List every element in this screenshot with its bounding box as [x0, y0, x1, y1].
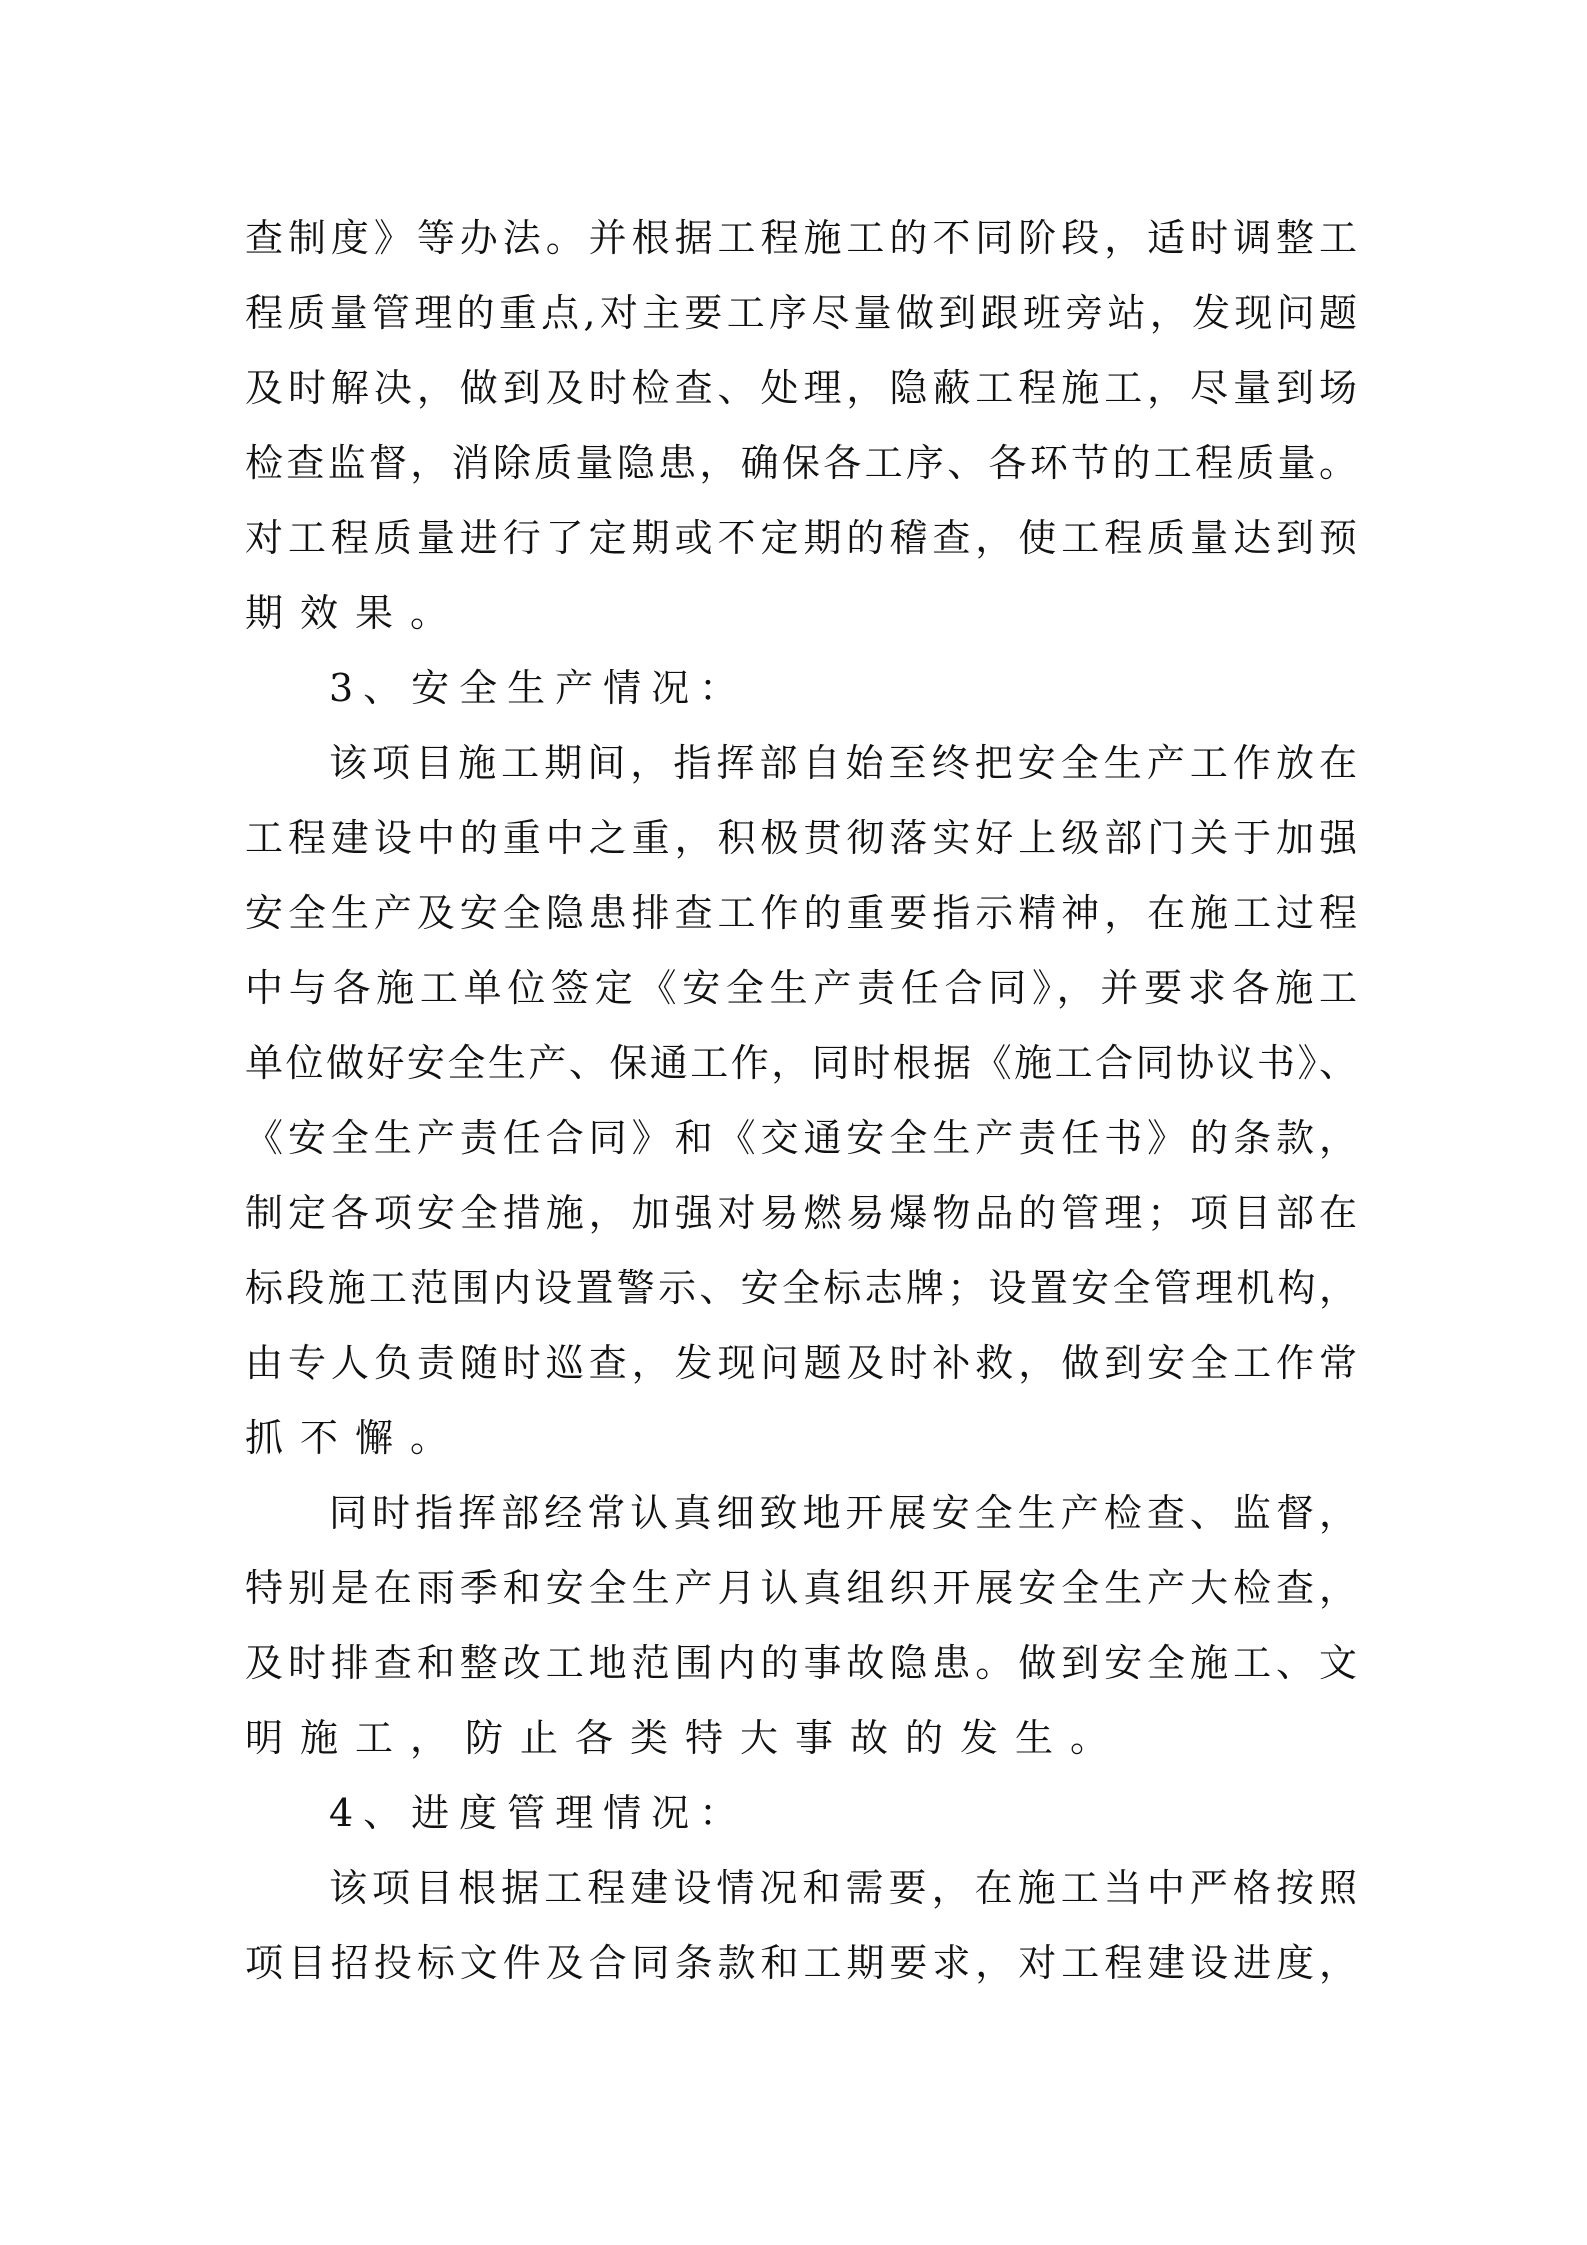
text-line: 工程建设中的重中之重，积极贯彻落实好上级部门关于加强 [245, 816, 1357, 860]
section-heading: 4、进度管理情况： [329, 1791, 748, 1835]
text-line: 同时指挥部经常认真细致地开展安全生产检查、监督， [329, 1491, 1357, 1535]
text-line: 项目招投标文件及合同条款和工期要求，对工程建设进度， [245, 1941, 1357, 1985]
text-line: 抓不懈。 [245, 1416, 466, 1460]
text-line: 及时解决，做到及时检查、处理，隐蔽工程施工，尽量到场 [245, 366, 1357, 410]
text-line: 期效果。 [245, 591, 466, 635]
text-line: 中与各施工单位签定《安全生产责任合同》，并要求各施工 [245, 966, 1357, 1010]
text-line: 明施工，防止各类特大事故的发生。 [245, 1716, 1126, 1760]
text-line: 制定各项安全措施，加强对易燃易爆物品的管理；项目部在 [245, 1191, 1357, 1235]
text-line: 由专人负责随时巡查，发现问题及时补救，做到安全工作常 [245, 1341, 1357, 1385]
text-line: 该项目根据工程建设情况和需要，在施工当中严格按照 [329, 1866, 1357, 1910]
document-page [245, 201, 1357, 2001]
text-line: 该项目施工期间，指挥部自始至终把安全生产工作放在 [329, 741, 1357, 785]
text-line: 单位做好安全生产、保通工作，同时根据《施工合同协议书》、 [245, 1041, 1357, 1085]
text-line: 标段施工范围内设置警示、安全标志牌；设置安全管理机构， [245, 1266, 1357, 1310]
text-line: 检查监督，消除质量隐患，确保各工序、各环节的工程质量。 [245, 441, 1357, 485]
text-line: 安全生产及安全隐患排查工作的重要指示精神，在施工过程 [245, 891, 1357, 935]
text-line: 对工程质量进行了定期或不定期的稽查，使工程质量达到预 [245, 516, 1357, 560]
text-line: 《安全生产责任合同》和《交通安全生产责任书》的条款， [245, 1116, 1357, 1160]
section-heading: 3、安全生产情况： [329, 666, 748, 710]
text-line: 及时排查和整改工地范围内的事故隐患。做到安全施工、文 [245, 1641, 1357, 1685]
text-line: 特别是在雨季和安全生产月认真组织开展安全生产大检查， [245, 1566, 1357, 1610]
text-line: 程质量管理的重点,对主要工序尽量做到跟班旁站，发现问题 [245, 291, 1357, 335]
text-line: 查制度》等办法。并根据工程施工的不同阶段，适时调整工 [245, 216, 1357, 260]
